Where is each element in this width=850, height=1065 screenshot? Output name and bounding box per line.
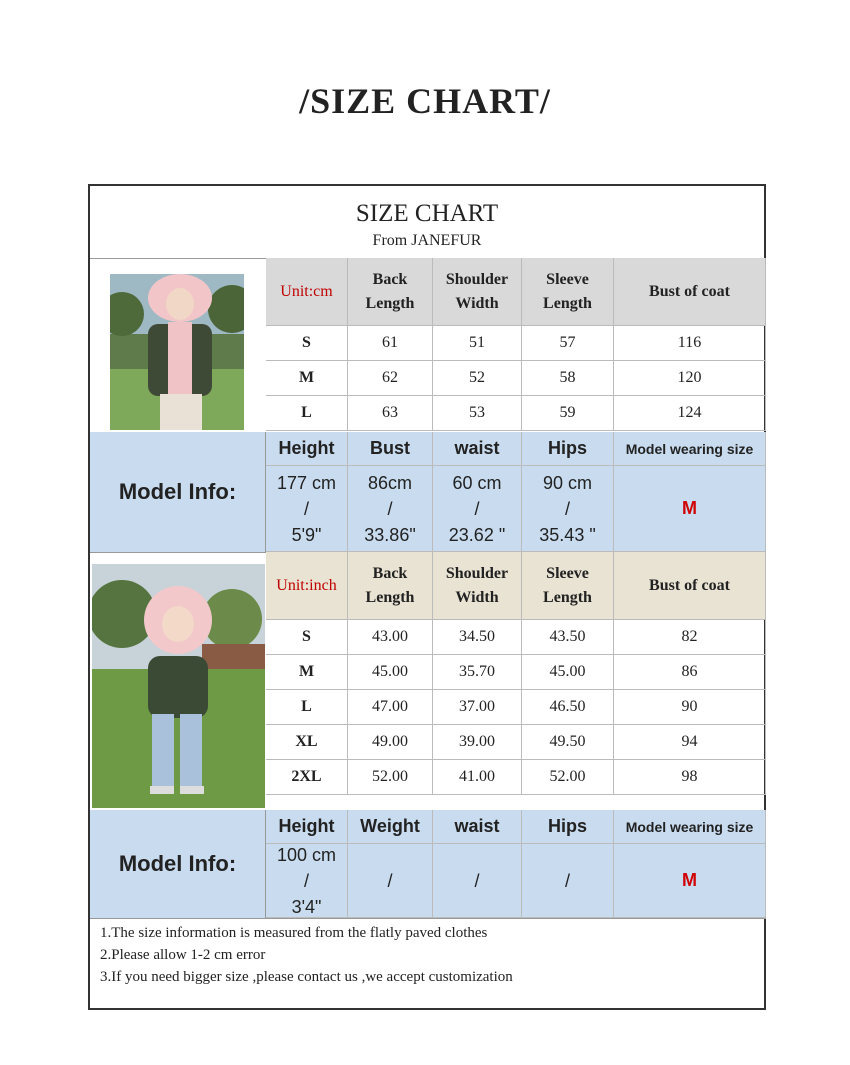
column-header: Shoulder Width — [433, 552, 522, 620]
size-chart-table — [88, 184, 766, 1010]
model-info-line: / — [387, 870, 393, 891]
model-info-line: 177 cm — [276, 472, 337, 493]
page-title: /SIZE CHART/ — [299, 81, 551, 121]
measurement-cell: 61 — [348, 326, 433, 361]
measurement-cell: 53 — [433, 396, 522, 431]
model-info-label: Model Info: — [90, 432, 266, 552]
column-header: Sleeve Length — [522, 258, 614, 326]
size-label: XL — [266, 725, 348, 760]
size-label: S — [266, 326, 348, 361]
model-info-value — [266, 466, 348, 552]
model-info-line: 86cm — [367, 472, 412, 493]
measurement-cell: 47.00 — [348, 690, 433, 725]
model-info-header: waist — [433, 432, 522, 466]
measurement-cell: 43.00 — [348, 620, 433, 655]
measurement-cell: 52.00 — [348, 760, 433, 795]
measurement-cell: 34.50 — [433, 620, 522, 655]
model-info-line: 23.62 " — [448, 524, 506, 545]
measurement-cell: 49.00 — [348, 725, 433, 760]
note-3: 3.If you need bigger size ,please contact us ,we accept customization — [100, 969, 513, 985]
measurement-cell: 37.00 — [433, 690, 522, 725]
model-info-line: / — [474, 498, 480, 519]
measurement-cell: 63 — [348, 396, 433, 431]
model-info-line: 3'4" — [291, 896, 322, 917]
measurement-cell: 98 — [614, 760, 766, 795]
product-photo-adult — [110, 274, 244, 430]
measurement-cell: 62 — [348, 361, 433, 396]
chart-header — [90, 186, 764, 259]
note-2: 2.Please allow 1-2 cm error — [100, 947, 266, 963]
size-label: M — [266, 655, 348, 690]
measurement-cell: 45.00 — [522, 655, 614, 690]
model-wearing-size: M — [614, 466, 766, 552]
measurement-cell: 58 — [522, 361, 614, 396]
measurement-cell: 124 — [614, 396, 766, 431]
model-info-header: Bust — [348, 432, 433, 466]
model-info-value — [522, 844, 614, 918]
column-header: Bust of coat — [614, 258, 766, 326]
measurement-cell: 82 — [614, 620, 766, 655]
size-label: 2XL — [266, 760, 348, 795]
model-info-line: 100 cm — [276, 844, 337, 865]
measurement-cell: 86 — [614, 655, 766, 690]
model-info-header: Height — [266, 432, 348, 466]
unit-label: Unit:inch — [266, 552, 348, 620]
model-info-line: 90 cm — [542, 472, 593, 493]
unit-label: Unit:cm — [266, 258, 348, 326]
measurement-cell: 49.50 — [522, 725, 614, 760]
measurement-cell: 94 — [614, 725, 766, 760]
size-label: M — [266, 361, 348, 396]
measurement-cell: 46.50 — [522, 690, 614, 725]
model-info-header: Model wearing size — [614, 432, 766, 466]
model-info-line: / — [387, 498, 393, 519]
model-info-header: Model wearing size — [614, 810, 766, 844]
column-header: Back Length — [348, 552, 433, 620]
size-label: L — [266, 396, 348, 431]
measurement-cell: 57 — [522, 326, 614, 361]
model-info-line: 60 cm — [452, 472, 502, 493]
model-info-line: / — [474, 870, 480, 891]
measurement-cell: 43.50 — [522, 620, 614, 655]
column-header: Bust of coat — [614, 552, 766, 620]
model-info-value — [266, 844, 348, 918]
column-header: Back Length — [348, 258, 433, 326]
note-1: 1.The size information is measured from the flatly paved clothes — [100, 925, 488, 941]
measurement-cell: 52.00 — [522, 760, 614, 795]
measurement-cell: 52 — [433, 361, 522, 396]
model-info-label: Model Info: — [90, 810, 266, 918]
model-info-header: waist — [433, 810, 522, 844]
measurement-cell: 51 — [433, 326, 522, 361]
model-info-line: 5'9" — [291, 524, 322, 545]
measurement-cell: 39.00 — [433, 725, 522, 760]
model-info-value — [348, 844, 433, 918]
model-info-line: / — [564, 498, 570, 519]
measurement-cell: 90 — [614, 690, 766, 725]
model-info-value — [433, 466, 522, 552]
size-label: S — [266, 620, 348, 655]
model-info-line: / — [303, 498, 309, 519]
measurement-cell: 59 — [522, 396, 614, 431]
measurement-cell: 116 — [614, 326, 766, 361]
chart-title: SIZE CHART — [355, 200, 499, 227]
model-info-header: Weight — [348, 810, 433, 844]
measurement-cell: 41.00 — [433, 760, 522, 795]
model-info-line: 33.86" — [364, 524, 416, 545]
model-info-line: 35.43 " — [539, 524, 596, 545]
model-info-value — [433, 844, 522, 918]
model-info-line: / — [564, 870, 570, 891]
notes — [100, 922, 513, 988]
model-info-header: Hips — [522, 810, 614, 844]
column-header: Shoulder Width — [433, 258, 522, 326]
model-info-value — [348, 466, 433, 552]
chart-subtitle: From JANEFUR — [372, 232, 482, 249]
measurement-cell: 45.00 — [348, 655, 433, 690]
product-photo-child — [92, 564, 265, 808]
size-label: L — [266, 690, 348, 725]
model-wearing-size: M — [614, 844, 766, 918]
model-info-line: / — [303, 870, 309, 891]
column-header: Sleeve Length — [522, 552, 614, 620]
model-info-header: Hips — [522, 432, 614, 466]
model-info-header: Height — [266, 810, 348, 844]
model-info-value — [522, 466, 614, 552]
measurement-cell: 35.70 — [433, 655, 522, 690]
measurement-cell: 120 — [614, 361, 766, 396]
